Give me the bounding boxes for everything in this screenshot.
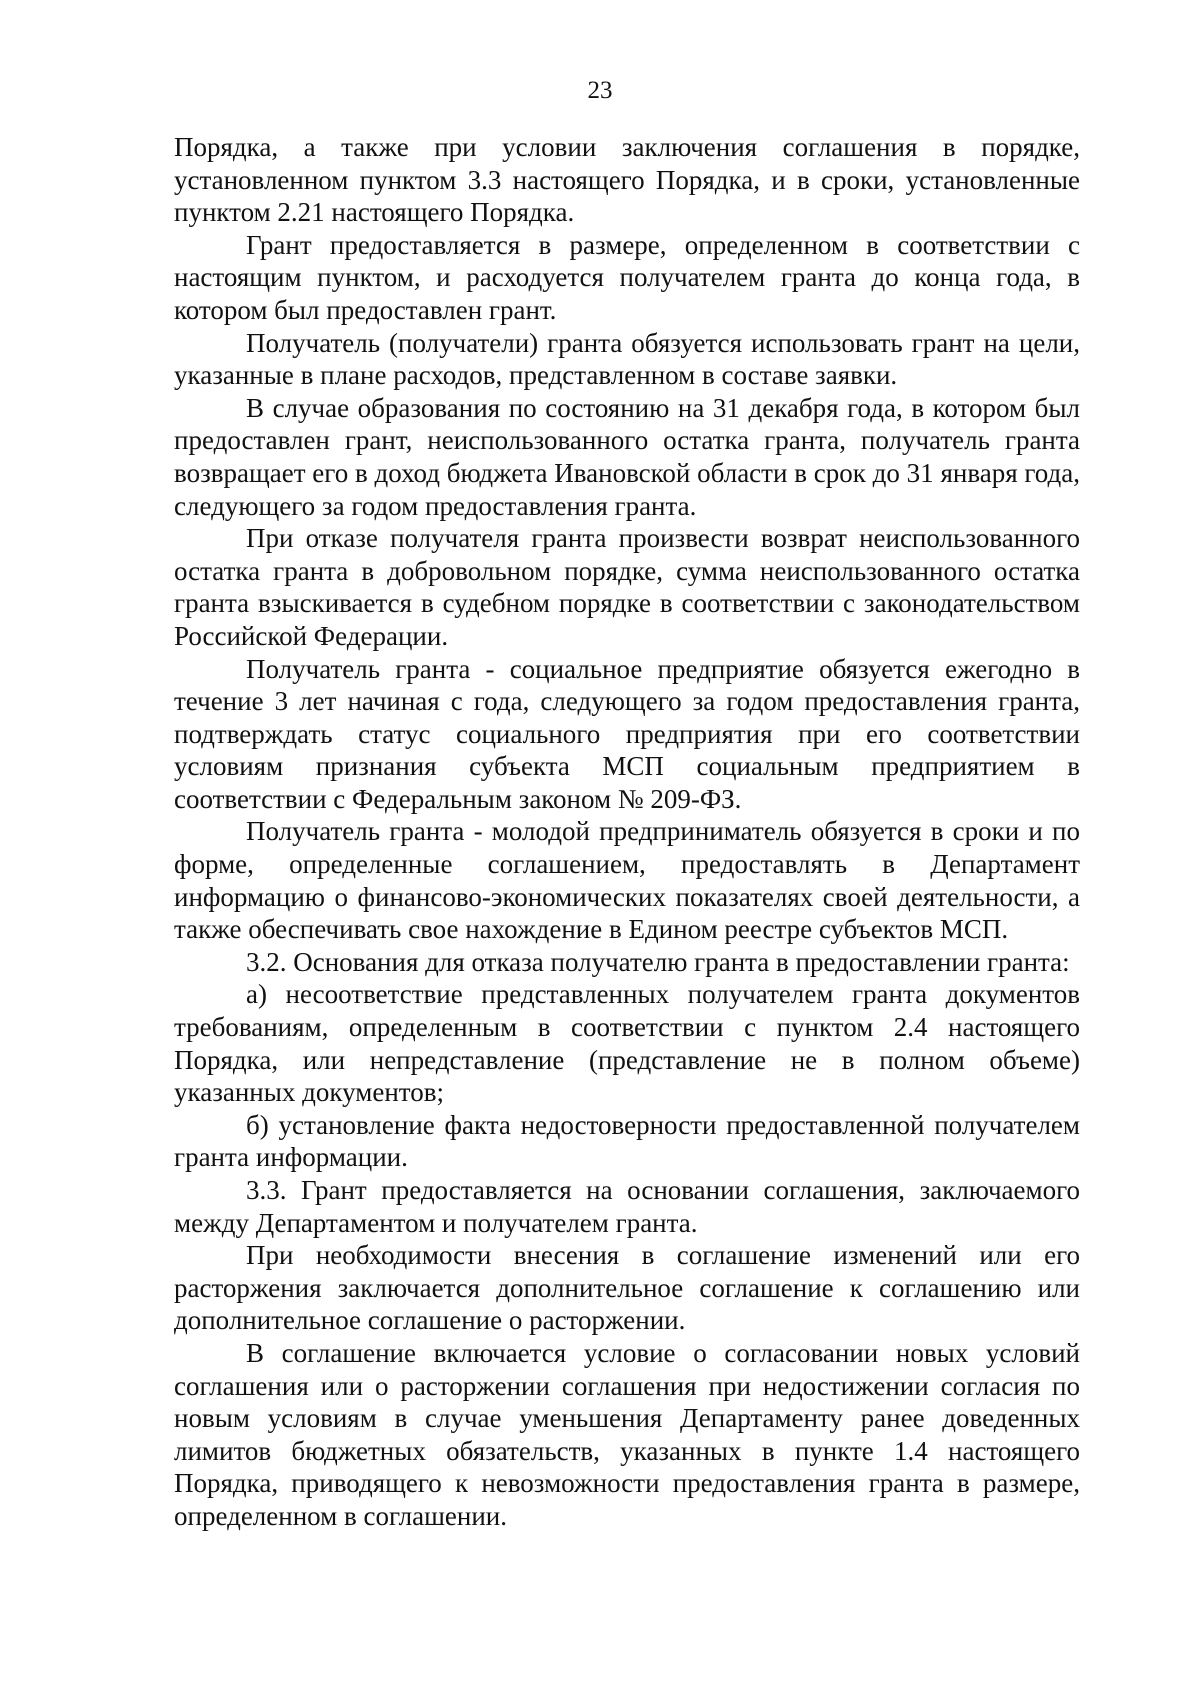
paragraph: Грант предоставляется в размере, определенном в соответствии с настоящим пунктом, и расходуется получателем гранта до конца года, в котором был предоставлен грант. xyxy=(174,229,1080,325)
paragraph: Получатель гранта - социальное предприятие обязуется ежегодно в течение 3 лет начиная с года, следующего за годом предоставления гранта, подтверждать статус социального предприятия при его соответствии условиям признания субъекта МСП социальным предприятием в соответствии с Федеральным законом № 209-ФЗ. xyxy=(174,653,1080,814)
list-item-b: б) установление факта недостоверности предоставленной получателем гранта информации. xyxy=(174,1109,1080,1173)
list-item-a: а) несоответствие представленных получателем гранта документов требованиям, определенным в соответствии с пунктом 2.4 настоящего Порядка, или непредставление (представление не в полном объеме) указанных документов; xyxy=(174,979,1080,1108)
paragraph: При необходимости внесения в соглашение изменений или его расторжения заключается дополнительное соглашение к соглашению или дополнительное соглашение о расторжении. xyxy=(174,1240,1080,1336)
page-number: 23 xyxy=(587,77,613,104)
section-heading-3-3: 3.3. Грант предоставляется на основании соглашения, заключаемого между Департаментом и получателем гранта. xyxy=(174,1175,1080,1238)
paragraph: Получатель (получатели) гранта обязуется использовать грант на цели, указанные в плане расходов, представленном в составе заявки. xyxy=(174,327,1080,391)
paragraph: В соглашение включается условие о согласовании новых условий соглашения или о расторжении соглашения при недостижении согласия по новым условиям в случае уменьшения Департаменту ранее доведенных лимитов бюджетных обязательств, указанных в пункте 1.4 настоящего Порядка, приводящего к невозможности предоставления гранта в размере, определенном в соглашении. xyxy=(174,1337,1080,1531)
paragraph: В случае образования по состоянию на 31 декабря года, в котором был предоставлен грант, неиспользованного остатка гранта, получатель гранта возвращает его в доход бюджета Ивановской области в срок до 31 января года, следующего за годом предоставления гранта. xyxy=(174,392,1080,521)
section-heading-3-2: 3.2. Основания для отказа получателю гранта в предоставлении гранта: xyxy=(246,946,1070,977)
paragraph-continuation: Порядка, а также при условии заключения соглашения в порядке, установленном пунктом 3.3 настоящего Порядка, и в сроки, установленные пунктом 2.21 настоящего Порядка. xyxy=(174,132,1080,228)
document-body xyxy=(174,131,1080,1533)
paragraph: Получатель гранта - молодой предприниматель обязуется в сроки и по форме, определенные соглашением, предоставлять в Департамент информацию о финансово-экономических показателях своей деятельности, а также обеспечивать свое нахождение в Едином реестре субъектов МСП. xyxy=(174,816,1080,945)
paragraph: При отказе получателя гранта произвести возврат неиспользованного остатка гранта в добровольном порядке, сумма неиспользованного остатка гранта взыскивается в судебном порядке в соответствии с законодательством Российской Федерации. xyxy=(174,523,1080,651)
